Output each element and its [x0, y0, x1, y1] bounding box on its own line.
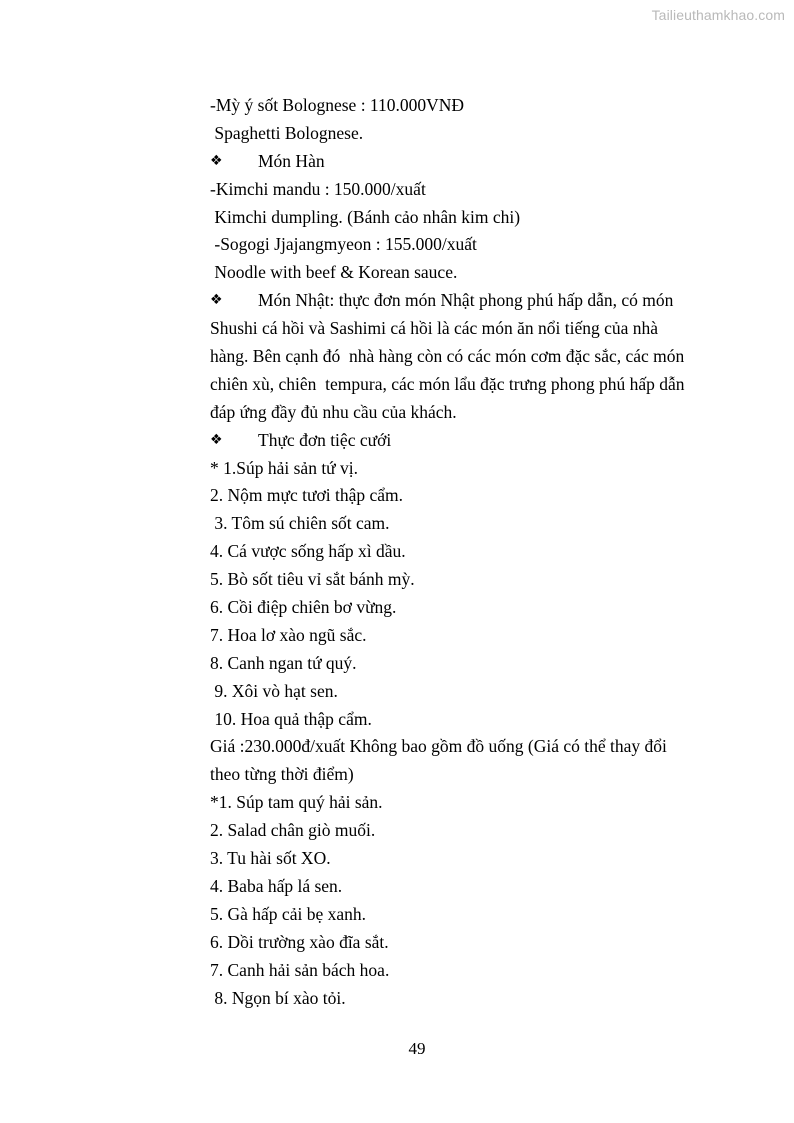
menu-line: 7. Hoa lơ xào ngũ sắc.: [210, 624, 367, 645]
menu-line: 6. Cồi điệp chiên bơ vừng.: [210, 597, 397, 618]
section-heading-text: Món Nhật: thực đơn món Nhật phong phú hấp dẫn, có món: [258, 290, 674, 311]
section-heading-korean: [210, 148, 730, 176]
diamond-bullet-icon: ❖: [210, 292, 223, 309]
section-heading-text: Món Hàn: [258, 150, 325, 171]
menu-line: 5. Gà hấp cải bẹ xanh.: [210, 903, 366, 924]
menu-line: 7. Canh hải sản bách hoa.: [210, 959, 390, 980]
menu-line: -Sogogi Jjajangmyeon : 155.000/xuất: [210, 234, 477, 255]
menu-line: 8. Ngọn bí xào tỏi.: [210, 987, 346, 1008]
price-line: theo từng thời điểm): [210, 764, 354, 785]
menu-line: Spaghetti Bolognese.: [210, 122, 364, 143]
menu-line: 2. Nộm mực tươi thập cẩm.: [210, 485, 403, 506]
menu-line: -Kimchi mandu : 150.000/xuất: [210, 178, 426, 199]
price-line: Giá :230.000đ/xuất Không bao gồm đồ uống (Giá có thể thay đổi: [210, 736, 667, 757]
section-heading-wedding: [210, 427, 730, 455]
diamond-bullet-icon: ❖: [210, 431, 223, 448]
section-heading-japanese: [210, 287, 730, 315]
page-number: 49: [408, 1039, 426, 1058]
menu-line: 4. Cá vược sống hấp xì dầu.: [210, 541, 406, 562]
paragraph-line: Shushi cá hồi và Sashimi cá hồi là các món ăn nổi tiếng của nhà: [210, 318, 659, 339]
menu-line: 9. Xôi vò hạt sen.: [210, 680, 338, 701]
paragraph-line: đáp ứng đầy đủ nhu cầu của khách.: [210, 401, 457, 422]
menu-line: *1. Súp tam quý hải sản.: [210, 792, 383, 813]
menu-line: 10. Hoa quả thập cẩm.: [210, 708, 372, 729]
menu-line: 6. Dồi trường xào đĩa sắt.: [210, 931, 389, 952]
menu-line: 3. Tôm sú chiên sốt cam.: [210, 513, 390, 534]
section-heading-text: Thực đơn tiệc cưới: [258, 429, 392, 450]
diamond-bullet-icon: ❖: [210, 152, 223, 169]
menu-line: 3. Tu hài sốt XO.: [210, 848, 331, 869]
menu-line: 2. Salad chân giò muối.: [210, 820, 376, 841]
paragraph-line: chiên xù, chiên tempura, các món lẩu đặc trưng phong phú hấp dẫn: [210, 373, 685, 394]
menu-line: * 1.Súp hải sản tứ vị.: [210, 457, 359, 478]
watermark: Tailieuthamkhao.com: [651, 7, 785, 23]
menu-line: 8. Canh ngan tứ quý.: [210, 652, 357, 673]
menu-line: -Mỳ ý sốt Bolognese : 110.000VNĐ: [210, 95, 465, 115]
menu-line: Noodle with beef & Korean sauce.: [210, 262, 458, 283]
paragraph-line: hàng. Bên cạnh đó nhà hàng còn có các món cơm đặc sắc, các món: [210, 346, 685, 367]
menu-line: Kimchi dumpling. (Bánh cảo nhân kim chi): [210, 206, 521, 227]
menu-line: 4. Baba hấp lá sen.: [210, 875, 343, 896]
document-body: [210, 92, 730, 1012]
menu-line: 5. Bò sốt tiêu vỉ sắt bánh mỳ.: [210, 569, 415, 590]
